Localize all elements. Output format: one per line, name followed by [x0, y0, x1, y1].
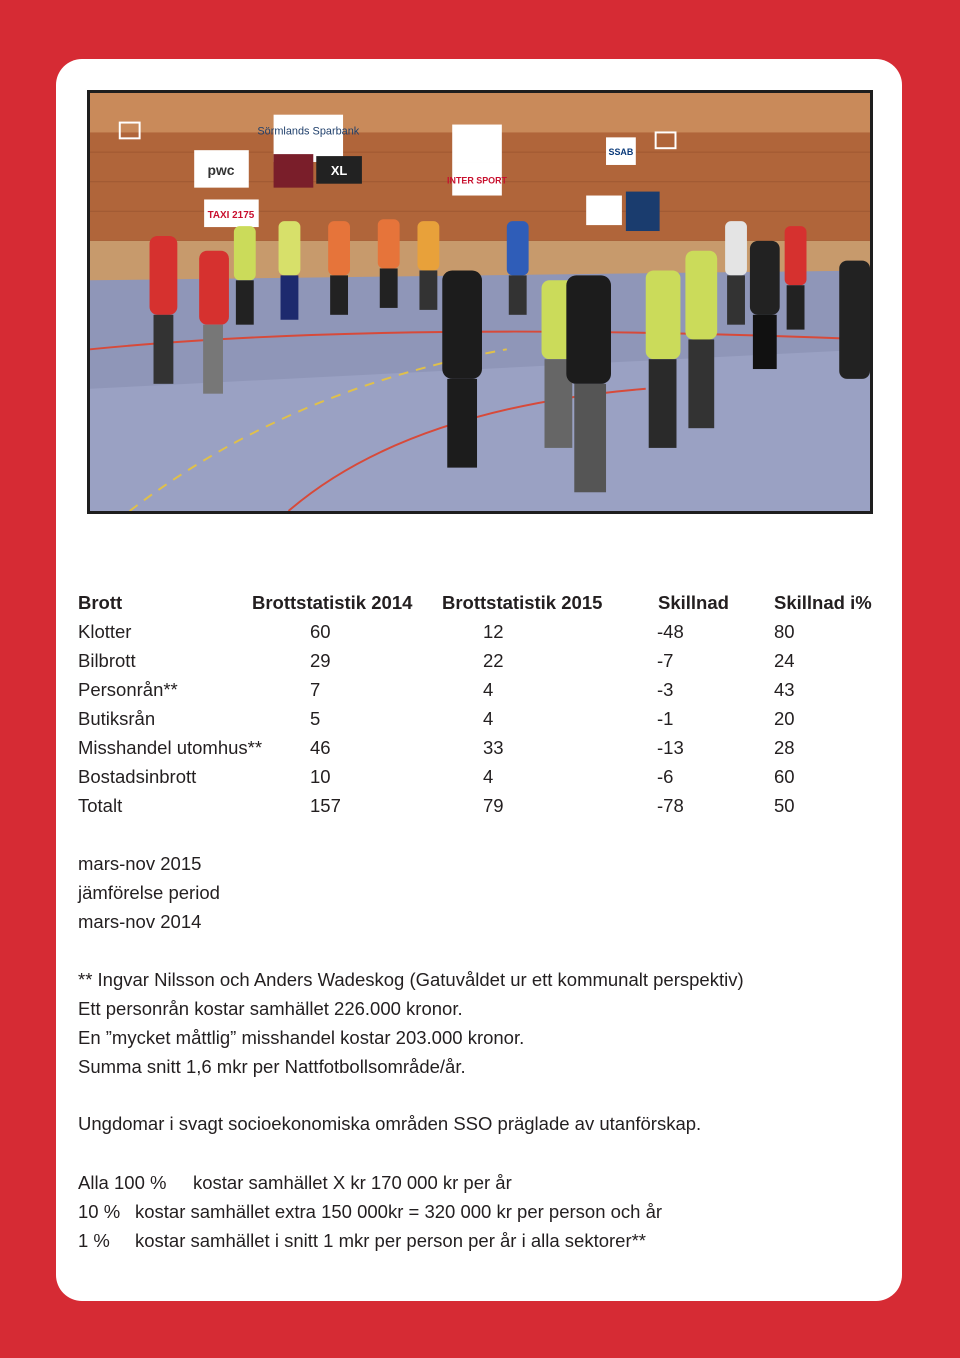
- cell-diff: -1: [657, 708, 674, 729]
- sports-hall-photo: [87, 90, 873, 514]
- cell-diff: -7: [657, 650, 674, 671]
- cell-2014: 46: [310, 737, 331, 758]
- cell-2015: 4: [483, 708, 494, 729]
- cost-text: kostar samhället extra 150 000kr = 320 000 kr per person och år: [135, 1201, 663, 1222]
- cell-diff-pct: 43: [774, 679, 795, 700]
- table-row: [78, 675, 898, 704]
- sign-ssab: SSAB: [608, 147, 634, 158]
- cell-2014: 5: [310, 708, 321, 729]
- cell-2014: 60: [310, 621, 331, 642]
- cell-crime: Bostadsinbrott: [78, 766, 197, 787]
- cell-2014: 29: [310, 650, 331, 671]
- cell-2015: 79: [483, 795, 504, 816]
- cell-crime: Misshandel utomhus**: [78, 737, 263, 758]
- cell-diff-pct: 50: [774, 795, 795, 816]
- sign-bank: Sörmlands Sparbank: [257, 125, 360, 138]
- cell-2014: 7: [310, 679, 321, 700]
- cell-diff: -48: [657, 621, 684, 642]
- cell-diff: -3: [657, 679, 674, 700]
- sign-intersport: INTER SPORT: [447, 175, 508, 186]
- cost-pct: Alla 100 %: [78, 1172, 167, 1193]
- cell-2014: 157: [310, 795, 341, 816]
- statement: Ungdomar i svagt socioekonomiska områden SSO präglade av utanförskap.: [78, 1113, 702, 1134]
- sign-pwc: pwc: [207, 161, 235, 178]
- note-source: ** Ingvar Nilsson och Anders Wadeskog (Gatuvåldet ur ett kommunalt perspektiv): [78, 969, 744, 990]
- cost-pct: 1 %: [78, 1230, 110, 1251]
- table-row: [78, 733, 898, 762]
- crime-statistics-table: [78, 588, 898, 820]
- header-2014: Brottstatistik 2014: [252, 592, 413, 613]
- cell-2015: 12: [483, 621, 504, 642]
- header-2015: Brottstatistik 2015: [442, 592, 603, 613]
- note-assault-cost: En ”mycket måttlig” misshandel kostar 203.000 kronor.: [78, 1027, 525, 1048]
- table-row-total: [78, 791, 898, 820]
- period-line: jämförelse period: [78, 882, 220, 903]
- cell-diff-pct: 80: [774, 621, 795, 642]
- cost-text: kostar samhället i snitt 1 mkr per person per år i alla sektorer**: [135, 1230, 647, 1251]
- cell-diff-pct: 28: [774, 737, 795, 758]
- table-row: [78, 704, 898, 733]
- sign-xl: XL: [330, 162, 348, 178]
- cell-2015: 22: [483, 650, 504, 671]
- table-header-row: [78, 588, 898, 617]
- cell-crime: Totalt: [78, 795, 123, 816]
- period-line: mars-nov 2014: [78, 911, 202, 932]
- cost-notes: [78, 965, 744, 1138]
- cell-crime: Personrån**: [78, 679, 178, 700]
- cell-crime: Butiksrån: [78, 708, 156, 729]
- cell-crime: Klotter: [78, 621, 132, 642]
- period-line: mars-nov 2015: [78, 853, 202, 874]
- cell-diff: -13: [657, 737, 684, 758]
- cell-diff-pct: 60: [774, 766, 795, 787]
- cell-2015: 33: [483, 737, 504, 758]
- cell-diff-pct: 20: [774, 708, 795, 729]
- table-row: [78, 762, 898, 791]
- spacer: [78, 1081, 744, 1109]
- note-robbery-cost: Ett personrån kostar samhället 226.000 kronor.: [78, 998, 463, 1019]
- header-skillnad-procent: Skillnad i%: [774, 592, 872, 613]
- sports-hall-illustration: [90, 93, 870, 511]
- cost-text: kostar samhället X kr 170 000 kr per år: [193, 1172, 512, 1193]
- table-row: [78, 617, 898, 646]
- sign-taxi: TAXI 2175: [207, 210, 255, 222]
- cell-diff-pct: 24: [774, 650, 795, 671]
- comparison-period: [78, 849, 220, 936]
- cost-pct: 10 %: [78, 1201, 121, 1222]
- header-brott: Brott: [78, 592, 123, 613]
- header-skillnad: Skillnad: [658, 592, 729, 613]
- cell-2014: 10: [310, 766, 331, 787]
- table-row: [78, 646, 898, 675]
- note-average: Summa snitt 1,6 mkr per Nattfotbollsområde/år.: [78, 1056, 466, 1077]
- cell-diff: -78: [657, 795, 684, 816]
- cell-2015: 4: [483, 679, 494, 700]
- cell-crime: Bilbrott: [78, 650, 136, 671]
- cell-2015: 4: [483, 766, 494, 787]
- cell-diff: -6: [657, 766, 674, 787]
